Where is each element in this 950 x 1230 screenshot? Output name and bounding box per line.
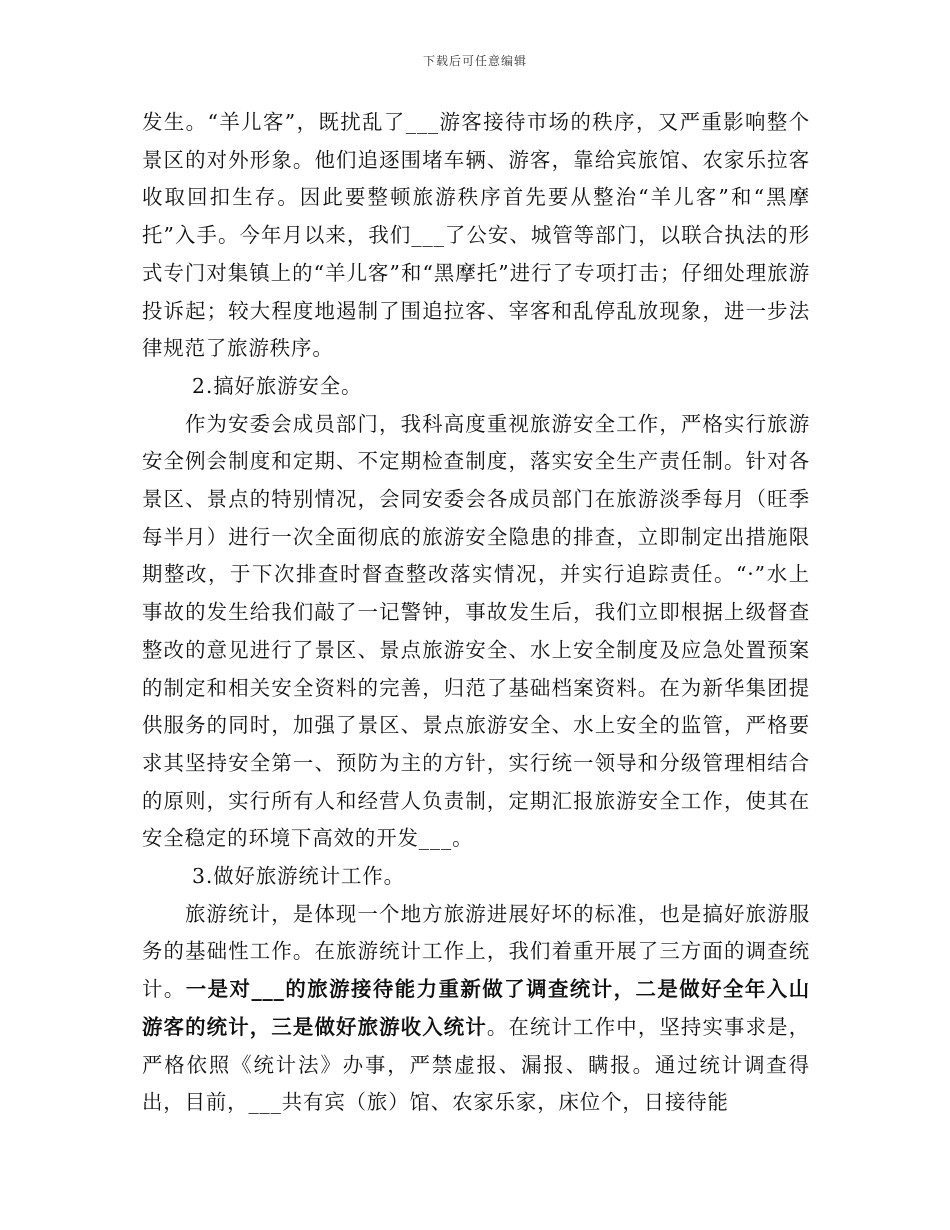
document-body [142, 104, 810, 1122]
paragraph-tourism-order: 发生。“羊儿客”，既扰乱了___游客接待市场的秩序，又严重影响整个景区的对外形象。他们追逐围堵车辆、游客，靠给宾旅馆、农家乐拉客收取回扣生存。因此要整顿旅游秩序首先要从整治“羊儿客”和“黑摩托”入手。今年月以来，我们___了公安、城管等部门，以联合执法的形式专门对集镇上的“羊儿客”和“黑摩托”进行了专项打击；仔细处理旅游投诉起；较大程度地遏制了围追拉客、宰客和乱停乱放现象，进一步法律规范了旅游秩序。 [142, 110, 810, 361]
page-header: 下载后可任意编辑 [422, 54, 527, 68]
paragraph-tourism-statistics [142, 896, 810, 1122]
section-heading-tourism-statistics: 3.做好旅游统计工作。 [192, 864, 405, 889]
statistics-intro-text: 旅游统计，是体现一个地方旅游进展好坏的标准，也是搞好旅游服务的基础性工作。在旅游统计工作上，我们着重开展了三方面的调查统计。 [142, 901, 810, 1002]
section-heading-tourism-safety: 2.搞好旅游安全。 [192, 373, 363, 398]
paragraph-tourism-safety: 作为安委会成员部门，我科高度重视旅游安全工作，严格实行旅游安全例会制度和定期、不定期检查制度，落实安全生产责任制。针对各景区、景点的特别情况，会同安委会各成员部门在旅游淡季每月（旺季每半月）进行一次全面彻底的旅游安全隐患的排查，立即制定出措施限期整改，于下次排查时督查整改落实情况，并实行追踪责任。“·”水上事故的发生给我们敲了一记警钟，事故发生后，我们立即根据上级督查整改的意见进行了景区、景点旅游安全、水上安全制度及应急处置预案的制定和相关安全资料的完善，归范了基础档案资料。在为新华集团提供服务的同时，加强了景区、景点旅游安全、水上安全的监管，严格要求其坚持安全第一、预防为主的方针，实行统一领导和分级管理相结合的原则，实行所有人和经营人负责制，定期汇报旅游安全工作，使其在安全稳定的环境下高效的开发___。 [142, 411, 810, 851]
statistics-bold-text: 一是对___的旅游接待能力重新做了调查统计，二是做好全年入山游客的统计，三是做好旅游收入统计 [142, 977, 810, 1039]
statistics-detail-text: 。在统计工作中，坚持实事求是，严格依照《统计法》办事，严禁虚报、漏报、瞒报。通过统计调查得出，目前，___共有宾（旅）馆、农家乐家，床位个，日接待能 [142, 1014, 811, 1115]
